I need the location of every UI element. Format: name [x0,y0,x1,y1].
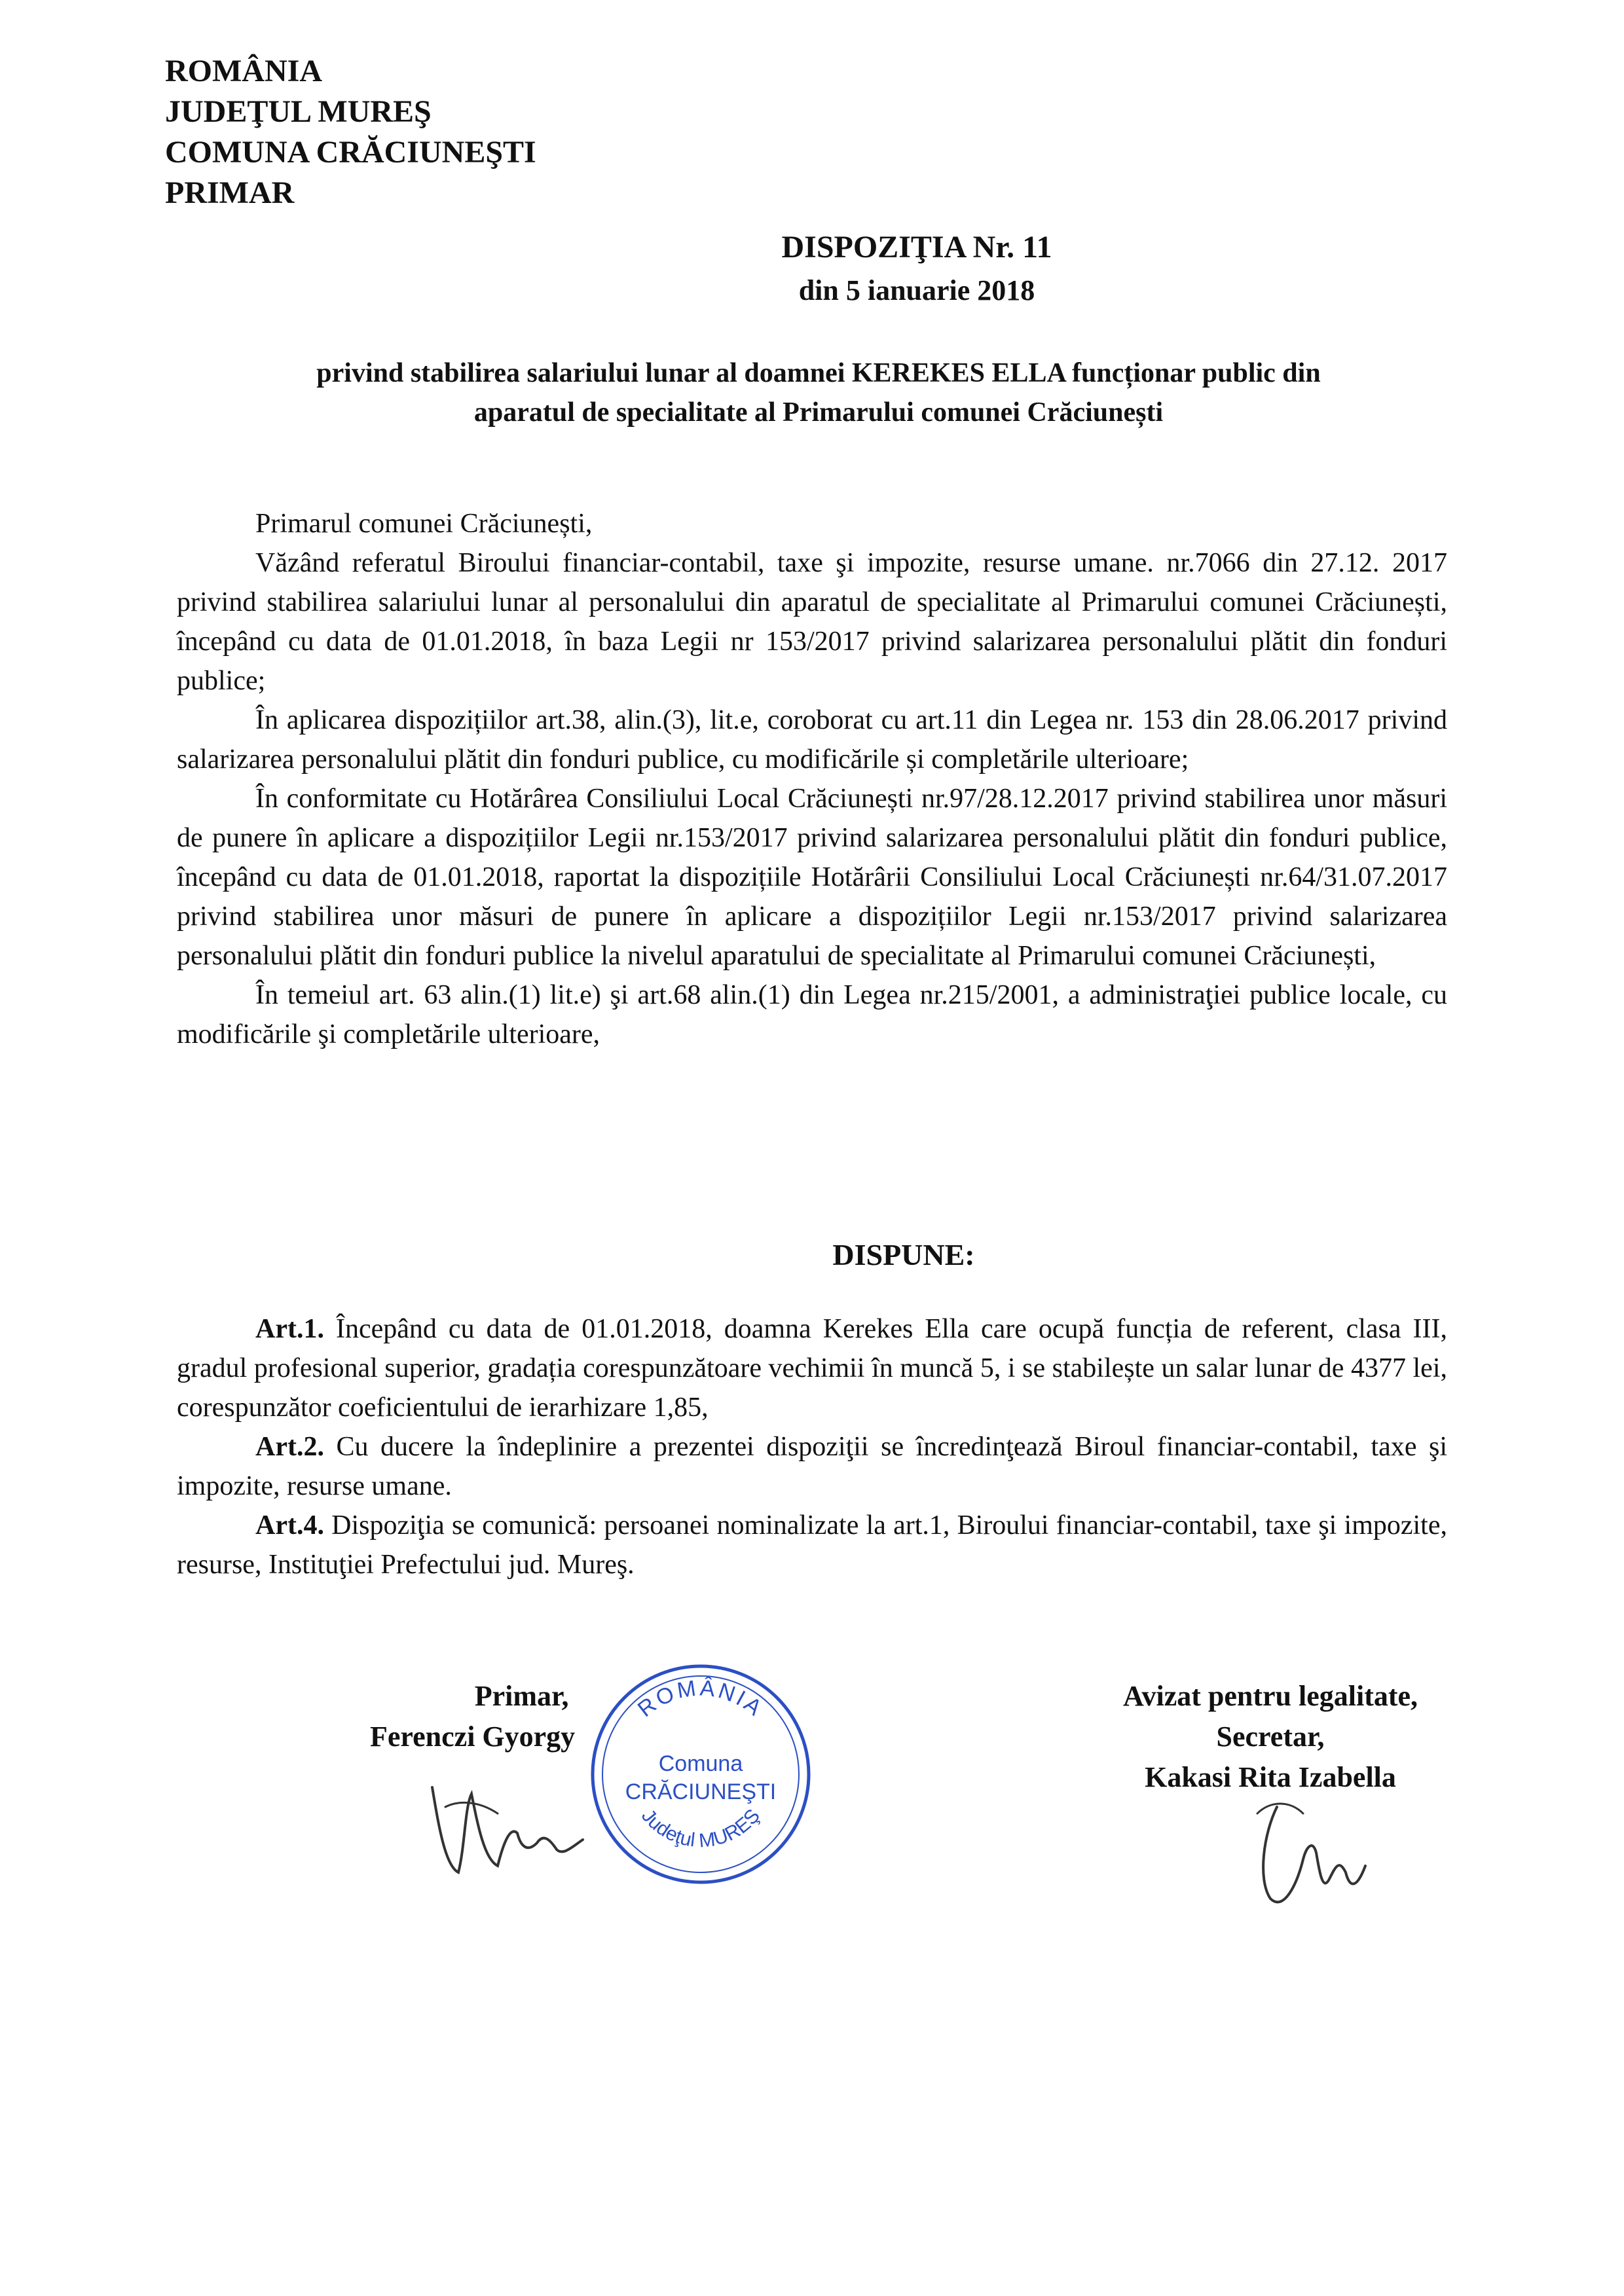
stamp-middle-2: CRĂCIUNEŞTI [625,1779,777,1804]
legal-approval-label: Avizat pentru legalitate, [1122,1680,1418,1712]
official-stamp [583,1656,819,1892]
article-text: Dispoziţia se comunică: persoanei nominalizate la art.1, Biroului financiar-contabil, taxe şi impozite, resurse, Instituţiei Prefectului jud. Mureş. [177,1510,1447,1580]
document-number: DISPOZIŢIA Nr. 11 [781,230,1052,264]
article-label: Art.1. [255,1314,324,1344]
dispune-heading: DISPUNE: [832,1238,975,1271]
mayor-signature-block [370,1676,575,1757]
stamp-top-text: ROMÂNIA [633,1675,769,1722]
subject-line-2: aparatul de specialitate al Primarului comunei Crăciunești [473,397,1164,428]
mayor-title: Primar, [474,1680,569,1712]
document-date: din 5 ianuarie 2018 [798,274,1035,306]
header-county: JUDEŢUL MUREŞ [165,94,432,129]
preamble-paragraph: În conformitate cu Hotărârea Consiliului Local Crăciunești nr.97/28.12.2017 privind stabilirea unor măsuri de punere în aplicare a dispozițiilor Legii nr.153/2017 privind salarizarea personalului plătit din fonduri publice, începând cu data de 01.01.2018, raportat la dispozițiile Hotărârii Consiliului Local Crăciunești nr.64/31.07.2017 privind stabilirea unor măsuri de punere în aplicare a dispozițiilor Legii nr.153/2017 privind salarizarea personalului plătit din fonduri publice la nivelul aparatului de specialitate al Primarului comunei Crăciunești, [177,784,1447,971]
article-label: Art.4. [255,1510,324,1540]
article [177,1506,1447,1584]
mayor-name: Ferenczi Gyorgy [370,1721,576,1753]
secretary-title: Secretar, [1216,1721,1325,1753]
article [177,1309,1447,1427]
document-subject [196,354,1441,432]
mayor-handwritten-signature [419,1768,602,1899]
preamble-paragraph: În temeiul art. 63 alin.(1) lit.e) şi art.68 alin.(1) din Legea nr.215/2001, a administraţiei publice locale, cu modificările şi completările ulterioare, [177,980,1447,1049]
header-office: PRIMAR [165,175,295,210]
preamble-paragraph: În aplicarea dispozițiilor art.38, alin.(3), lit.e, coroborat cu art.11 din Legea nr. 153 din 28.06.2017 privind salarizarea personalului plătit din fonduri publice, cu modificările și completările ulterioare; [177,705,1447,774]
stamp-middle-1: Comuna [658,1751,743,1776]
articles [177,1309,1447,1584]
preamble-paragraph: Primarul comunei Crăciunești, [255,509,593,539]
stamp-bottom-text: Judeţul MUREŞ [637,1805,765,1852]
subject-line-1: privind stabilirea salariului lunar al doamnei KEREKES ELLA funcționar public din [316,358,1321,388]
article-text: Cu ducere la îndeplinire a prezentei dispoziţii se încredinţează Biroul financiar-contabil, taxe şi impozite, resurse umane. [177,1432,1447,1501]
article-text: Începând cu data de 01.01.2018, doamna Kerekes Ella care ocupă funcția de referent, clasa III, gradul profesional superior, gradația corespunzătoare vechimii în muncă 5, i se stabilește un salar lunar de 4377 lei, corespunzător coeficientului de ierarhizare 1,85, [177,1314,1447,1423]
secretary-handwritten-signature [1231,1794,1401,1925]
header-commune: COMUNA CRĂCIUNEŞTI [165,135,536,170]
secretary-name: Kakasi Rita Izabella [1145,1761,1396,1793]
preamble-paragraph: Văzând referatul Biroului financiar-contabil, taxe şi impozite, resurse umane. nr.7066 din 27.12. 2017 privind stabilirea salariului lunar al personalului din aparatul de specialitate al Primarului comunei Crăciunești, începând cu data de 01.01.2018, în baza Legii nr 153/2017 privind salarizarea personalului plătit din fonduri publice; [177,548,1447,696]
header-country: ROMÂNIA [165,54,322,88]
legal-signature-block [1061,1676,1480,1798]
article-label: Art.2. [255,1432,324,1462]
issuer-header [165,51,536,213]
article [177,1427,1447,1506]
preamble [177,504,1447,1054]
